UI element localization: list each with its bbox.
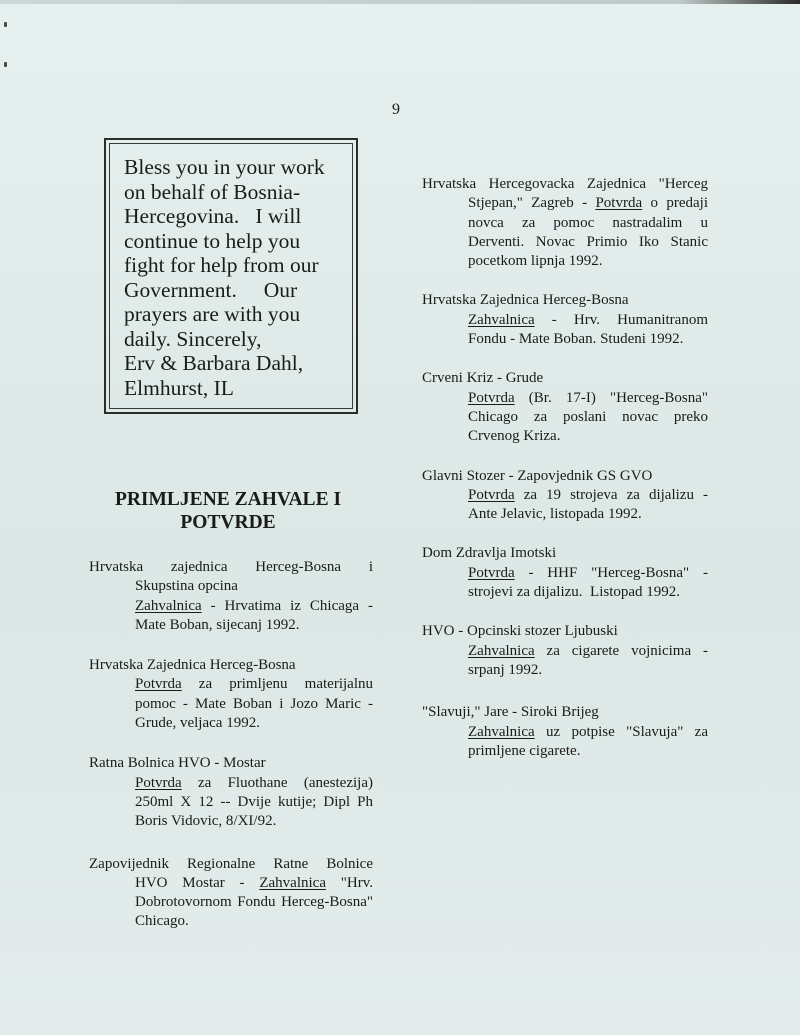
list-item (422, 622, 708, 680)
list-item (422, 467, 708, 525)
bless-line: prayers are with you (124, 302, 301, 326)
entry-document-type: Zahvalnica (468, 311, 535, 328)
entry-description-text: o predaji novca za pomoc nastradalim u Derventi. Novac Primio Iko Stanic pocetkom lipnja 1992. (468, 195, 708, 270)
entry-source: Crveni Kriz - Grude (422, 370, 544, 387)
section-heading (98, 488, 358, 534)
entry-source: Hrvatska Zajednica Herceg-Bosna (89, 657, 296, 674)
entry-source: Dom Zdravlja Imotski (422, 545, 557, 562)
scan-speck (4, 22, 7, 27)
entry-description (89, 577, 373, 635)
entry-description-text: - Hrvatima iz Chicaga - Mate Boban, sijecanj 1992. (135, 597, 373, 633)
bless-line: fight for help from our (124, 253, 319, 277)
list-item (422, 369, 708, 446)
list-item (422, 544, 712, 602)
entry-description (89, 774, 373, 832)
bless-line: Erv & Barbara Dahl, (124, 351, 304, 375)
list-item (422, 175, 708, 271)
entry-source: Hrvatska Zajednica Herceg-Bosna (422, 292, 629, 309)
entry-description-text: za cigarete vojnicima - srpanj 1992. (468, 642, 708, 678)
bless-line: Elmhurst, IL (124, 375, 234, 400)
entry-description (89, 675, 373, 733)
entry-document-type: Zahvalnica (135, 597, 202, 614)
entry-document-type: Potvrda (595, 195, 643, 212)
entry-document-type: Zahvalnica (468, 723, 535, 740)
entry-document-type: Potvrda (468, 486, 515, 503)
list-item (89, 754, 373, 831)
entry-description (422, 564, 712, 603)
right-column (422, 175, 712, 761)
bless-line: Government. Our (124, 277, 298, 302)
entry-description (422, 311, 708, 350)
entry-source: Hrvatska Hercegovacka Zajednica "Herceg (422, 176, 708, 192)
entry-description-prefix: Stjepan," Zagreb - (468, 195, 596, 212)
scan-speck (4, 62, 7, 67)
list-item (89, 656, 373, 733)
entry-source: "Slavuji," Jare - Siroki Brijeg (422, 704, 599, 721)
entry-description-text: za Fluothane (anestezija) 250ml X 12 -- Dvije kutije; Dipl Ph Boris Vidovic, 8/XI/92. (135, 774, 373, 830)
entry-description-prefix: HVO Mostar - (135, 874, 260, 891)
entry-description (422, 389, 708, 447)
entry-document-type: Zahvalnica (259, 874, 326, 891)
entry-description (422, 723, 708, 762)
heading-line: POTVRDE (180, 512, 276, 533)
heading-line: PRIMLJENE ZAHVALE I (114, 489, 342, 510)
entry-description-prefix: Skupstina opcina (135, 578, 238, 595)
entry-description-text: za primljenu materijalnu pomoc - Mate Boban i Jozo Maric - Grude, veljaca 1992. (135, 676, 373, 732)
entry-description (89, 874, 373, 932)
entry-source: Zapovijednik Regionalne Ratne Bolnice (89, 855, 373, 872)
entry-document-type: Potvrda (135, 774, 182, 791)
entry-description-text: - HHF "Herceg-Bosna" - strojevi za dijalizu. Listopad 1992. (468, 564, 712, 601)
page-number: 9 (392, 101, 400, 118)
entry-description (422, 642, 708, 681)
entry-document-type: Potvrda (468, 389, 515, 406)
bless-line: Hercegovina. I will (124, 204, 302, 228)
bless-line: continue to help you (124, 228, 301, 253)
left-column (89, 558, 373, 932)
entry-source: Glavni Stozer - Zapovjednik GS GVO (422, 467, 653, 484)
list-item (89, 855, 373, 932)
entry-source: Ratna Bolnica HVO - Mostar (89, 755, 266, 772)
entry-document-type: Potvrda (135, 676, 182, 693)
entry-description-text: (Br. 17-I) "Herceg-Bosna" Chicago za poslani novac preko Crvenog Kriza. (468, 389, 708, 445)
list-item (422, 703, 708, 761)
list-item (422, 291, 708, 349)
scan-top-edge (0, 0, 800, 4)
entry-source: HVO - Opcinski stozer Ljubuski (422, 623, 618, 640)
entry-source: Hrvatska zajednica Herceg-Bosna i (89, 559, 373, 575)
entry-document-type: Zahvalnica (468, 642, 535, 659)
bless-line: daily. Sincerely, (124, 326, 262, 351)
entry-description (422, 194, 708, 271)
bless-message (124, 155, 338, 400)
entry-description-text: - Hrv. Humanitranom Fondu - Mate Boban. Studeni 1992. (468, 311, 708, 348)
bless-line: Bless you in your work (124, 155, 325, 179)
entry-description-text: za 19 strojeva za dijalizu - Ante Jelavic, listopada 1992. (468, 486, 708, 523)
bless-line: on behalf of Bosnia- (124, 179, 301, 204)
entry-description (422, 486, 708, 525)
entry-description-text: "Hrv. Dobrotovornom Fondu Herceg-Bosna" Chicago. (135, 874, 373, 930)
entry-description-text: uz potpise "Slavuja" za primljene cigarete. (468, 723, 708, 759)
list-item (89, 558, 373, 635)
entry-document-type: Potvrda (468, 564, 515, 581)
